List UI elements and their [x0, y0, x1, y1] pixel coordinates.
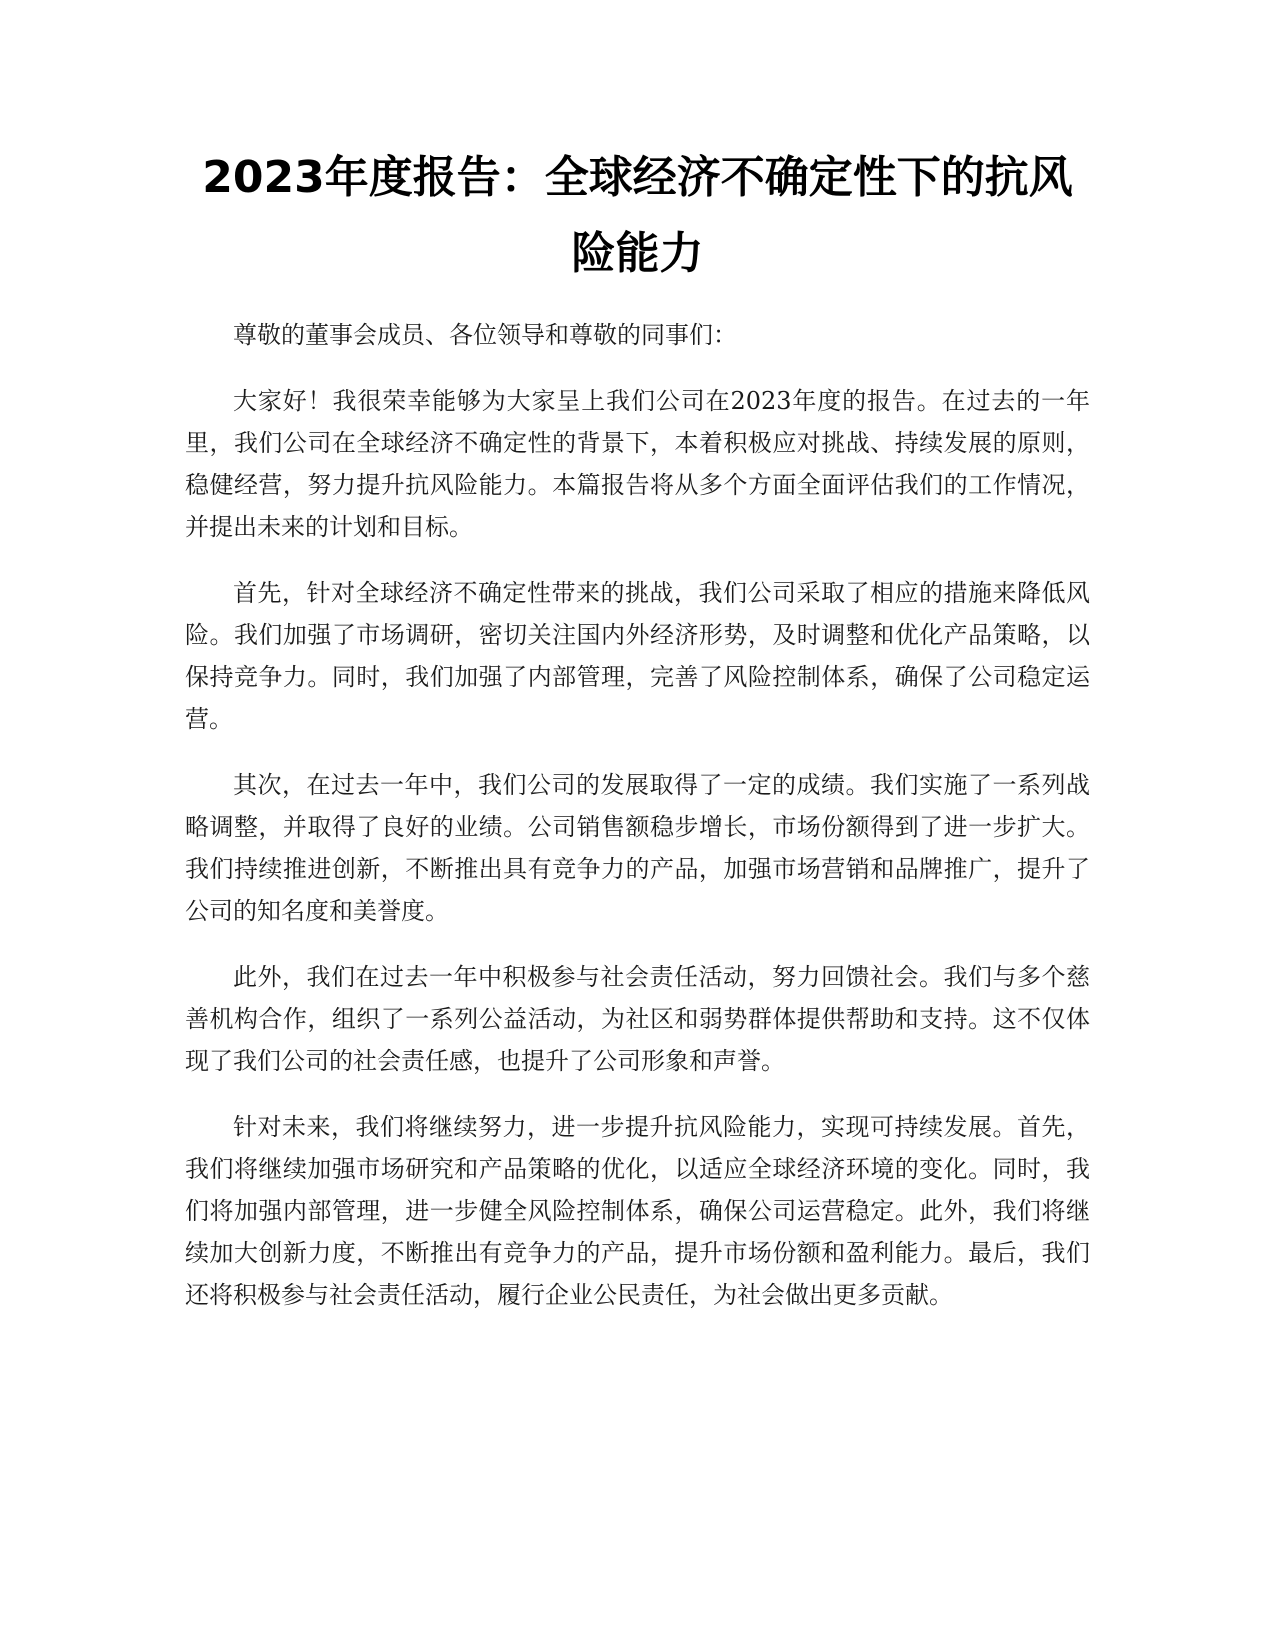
paragraph-salutation: 尊敬的董事会成员、各位领导和尊敬的同事们：	[233, 321, 737, 349]
document-body	[185, 140, 1090, 1340]
paragraph-future-plans: 针对未来，我们将继续努力，进一步提升抗风险能力，实现可持续发展。首先，我们将继续加强市场研究和产品策略的优化，以适应全球经济环境的变化。同时，我们将加强内部管理，进一步健全风险控制体系，确保公司运营稳定。此外，我们将继续加大创新力度，不断推出有竞争力的产品，提升市场份额和盈利能力。最后，我们还将积极参与社会责任活动，履行企业公民责任，为社会做出更多贡献。	[185, 1113, 1090, 1309]
document-title: 2023年度报告：全球经济不确定性下的抗风险能力	[202, 152, 1073, 279]
paragraph-social-responsibility: 此外，我们在过去一年中积极参与社会责任活动，努力回馈社会。我们与多个慈善机构合作，组织了一系列公益活动，为社区和弱势群体提供帮助和支持。这不仅体现了我们公司的社会责任感，也提升了公司形象和声誉。	[185, 963, 1090, 1075]
paragraph-introduction: 大家好！我很荣幸能够为大家呈上我们公司在2023年度的报告。在过去的一年里，我们公司在全球经济不确定性的背景下，本着积极应对挑战、持续发展的原则，稳健经营，努力提升抗风险能力。本篇报告将从多个方面全面评估我们的工作情况，并提出未来的计划和目标。	[185, 387, 1090, 541]
paragraph-risk-measures: 首先，针对全球经济不确定性带来的挑战，我们公司采取了相应的措施来降低风险。我们加强了市场调研，密切关注国内外经济形势，及时调整和优化产品策略，以保持竞争力。同时，我们加强了内部管理，完善了风险控制体系，确保了公司稳定运营。	[185, 579, 1090, 733]
paragraph-achievements: 其次，在过去一年中，我们公司的发展取得了一定的成绩。我们实施了一系列战略调整，并取得了良好的业绩。公司销售额稳步增长，市场份额得到了进一步扩大。我们持续推进创新，不断推出具有竞争力的产品，加强市场营销和品牌推广，提升了公司的知名度和美誉度。	[185, 771, 1090, 925]
